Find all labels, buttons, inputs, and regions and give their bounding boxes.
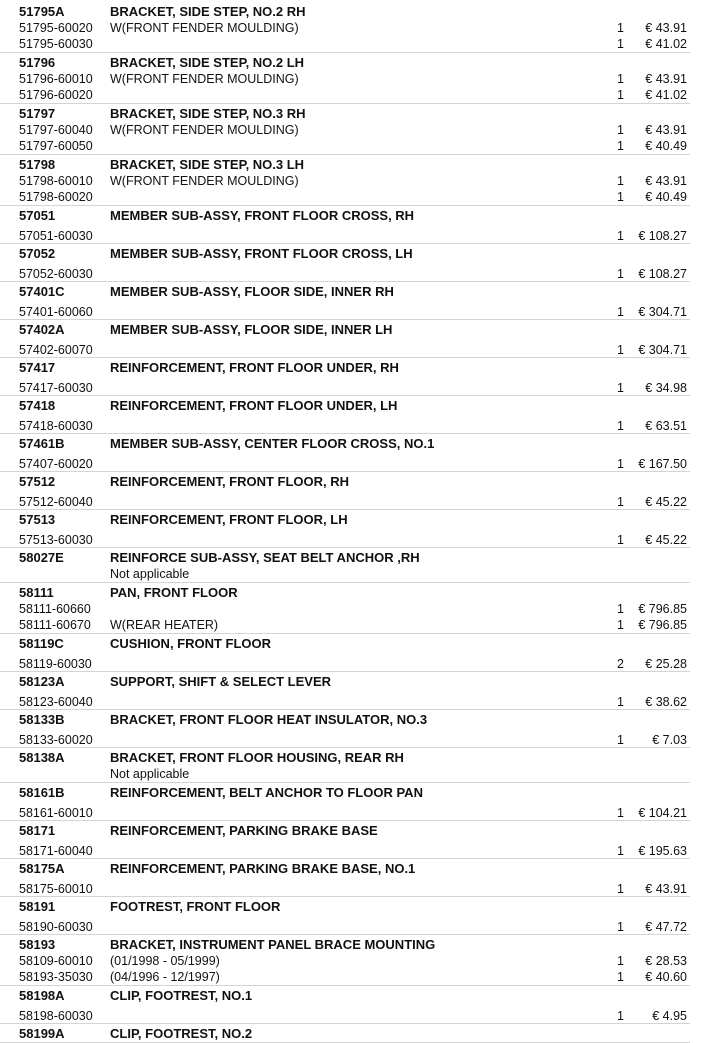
part-group-header	[0, 859, 690, 877]
part-row	[0, 766, 690, 782]
part-row	[0, 601, 690, 617]
part-quantity: 1	[617, 495, 624, 509]
part-number: 58190-60030	[19, 920, 93, 934]
part-number: 57402-60070	[19, 343, 93, 357]
part-quantity: 1	[617, 21, 624, 35]
part-row	[0, 262, 690, 281]
part-group-header	[0, 821, 690, 839]
part-price: € 63.51	[645, 419, 687, 433]
part-group-code: 57512	[19, 474, 56, 489]
part-price: € 43.91	[645, 174, 687, 188]
part-group	[0, 548, 690, 583]
part-number: 58175-60010	[19, 882, 93, 896]
part-group-code: 58198A	[19, 988, 65, 1003]
part-group-title: REINFORCEMENT, FRONT FLOOR, RH	[110, 474, 350, 489]
part-number: 58111-60670	[19, 618, 91, 632]
part-group-header	[0, 935, 690, 953]
part-row	[0, 915, 690, 934]
part-description: (04/1996 - 12/1997)	[110, 970, 220, 984]
part-group	[0, 396, 690, 434]
part-group	[0, 748, 690, 783]
part-row	[0, 414, 690, 433]
part-number: 57417-60030	[19, 381, 93, 395]
part-group	[0, 2, 690, 53]
part-row	[0, 839, 690, 858]
part-description: Not applicable	[110, 567, 190, 581]
part-group-title: FOOTREST, FRONT FLOOR	[110, 899, 281, 914]
part-group-title: REINFORCEMENT, FRONT FLOOR, LH	[110, 512, 348, 527]
part-number: 51795-60020	[19, 21, 93, 35]
part-quantity: 1	[617, 267, 624, 281]
part-description: Not applicable	[110, 767, 190, 781]
part-group-title: BRACKET, SIDE STEP, NO.3 RH	[110, 106, 306, 121]
part-row	[0, 452, 690, 471]
part-group-header	[0, 206, 690, 224]
part-group-code: 58199A	[19, 1026, 65, 1041]
part-group	[0, 583, 690, 634]
part-group-title: MEMBER SUB-ASSY, FLOOR SIDE, INNER RH	[110, 284, 394, 299]
part-group-code: 57052	[19, 246, 56, 261]
part-group-header	[0, 710, 690, 728]
part-group	[0, 859, 690, 897]
part-description: (01/1998 - 05/1999)	[110, 954, 220, 968]
part-quantity: 1	[617, 533, 624, 547]
part-number: 57051-60030	[19, 229, 93, 243]
part-group-code: 57051	[19, 208, 56, 223]
part-group-header	[0, 244, 690, 262]
part-row	[0, 566, 690, 582]
part-price: € 195.63	[638, 844, 687, 858]
part-quantity: 1	[617, 695, 624, 709]
part-description: W(FRONT FENDER MOULDING)	[110, 72, 299, 86]
part-row	[0, 138, 690, 154]
part-group-title: REINFORCEMENT, FRONT FLOOR UNDER, RH	[110, 360, 399, 375]
part-quantity: 1	[617, 139, 624, 153]
part-group-code: 51797	[19, 106, 56, 121]
part-number: 58109-60010	[19, 954, 93, 968]
part-group-title: MEMBER SUB-ASSY, FRONT FLOOR CROSS, LH	[110, 246, 413, 261]
part-group-code: 58171	[19, 823, 56, 838]
part-number: 58171-60040	[19, 844, 93, 858]
part-group	[0, 155, 690, 206]
part-price: € 40.49	[645, 190, 687, 204]
part-group-code: 58133B	[19, 712, 65, 727]
part-number: 51795-60030	[19, 37, 93, 51]
part-quantity: 1	[617, 882, 624, 896]
part-price: € 304.71	[638, 343, 687, 357]
part-group-code: 58119C	[19, 636, 64, 651]
parts-list	[0, 2, 707, 1043]
part-number: 51797-60040	[19, 123, 93, 137]
part-price: € 43.91	[645, 123, 687, 137]
part-number: 57513-60030	[19, 533, 93, 547]
part-group-code: 58193	[19, 937, 56, 952]
part-quantity: 1	[617, 123, 624, 137]
part-group	[0, 897, 690, 935]
part-group-code: 58175A	[19, 861, 65, 876]
part-group	[0, 1024, 690, 1043]
part-group-title: CLIP, FOOTREST, NO.2	[110, 1026, 253, 1041]
part-row	[0, 801, 690, 820]
part-group-code: 58123A	[19, 674, 65, 689]
part-row	[0, 877, 690, 896]
part-group-title: BRACKET, FRONT FLOOR HOUSING, REAR RH	[110, 750, 404, 765]
part-row	[0, 36, 690, 52]
part-number: 57407-60020	[19, 457, 93, 471]
part-number: 51796-60010	[19, 72, 93, 86]
part-number: 58133-60020	[19, 733, 93, 747]
part-group-title: BRACKET, SIDE STEP, NO.2 RH	[110, 4, 306, 19]
part-price: € 108.27	[638, 267, 687, 281]
part-row	[0, 122, 690, 138]
part-number: 57512-60040	[19, 495, 93, 509]
part-group-code: 57513	[19, 512, 56, 527]
part-price: € 41.02	[645, 88, 687, 102]
part-group	[0, 783, 690, 821]
part-group-code: 58138A	[19, 750, 65, 765]
part-quantity: 2	[617, 657, 624, 671]
part-quantity: 1	[617, 806, 624, 820]
part-group-title: REINFORCEMENT, BELT ANCHOR TO FLOOR PAN	[110, 785, 423, 800]
part-quantity: 1	[617, 602, 624, 616]
part-price: € 796.85	[638, 618, 687, 632]
part-number: 58111-60660	[19, 602, 91, 616]
part-quantity: 1	[617, 72, 624, 86]
part-price: € 104.21	[638, 806, 687, 820]
part-price: € 43.91	[645, 882, 687, 896]
part-quantity: 1	[617, 174, 624, 188]
part-group-title: BRACKET, INSTRUMENT PANEL BRACE MOUNTING	[110, 937, 436, 952]
part-group-title: SUPPORT, SHIFT & SELECT LEVER	[110, 674, 332, 689]
part-quantity: 1	[617, 37, 624, 51]
part-group	[0, 510, 690, 548]
part-description: W(FRONT FENDER MOULDING)	[110, 123, 299, 137]
part-row	[0, 528, 690, 547]
part-quantity: 1	[617, 457, 624, 471]
part-group-code: 57418	[19, 398, 56, 413]
part-row	[0, 71, 690, 87]
part-group-code: 57401C	[19, 284, 65, 299]
part-quantity: 1	[617, 88, 624, 102]
part-group	[0, 104, 690, 155]
part-row	[0, 969, 690, 985]
part-quantity: 1	[617, 419, 624, 433]
part-group-code: 57461B	[19, 436, 65, 451]
part-group-title: REINFORCEMENT, FRONT FLOOR UNDER, LH	[110, 398, 398, 413]
part-quantity: 1	[617, 229, 624, 243]
part-group-header	[0, 472, 690, 490]
part-group	[0, 53, 690, 104]
part-group-header	[0, 583, 690, 601]
part-row	[0, 376, 690, 395]
part-row	[0, 338, 690, 357]
part-group-header	[0, 434, 690, 452]
part-row	[0, 652, 690, 671]
part-group-title: REINFORCE SUB-ASSY, SEAT BELT ANCHOR ,RH	[110, 550, 420, 565]
part-description: W(REAR HEATER)	[110, 618, 219, 632]
part-group	[0, 472, 690, 510]
part-group-title: REINFORCEMENT, PARKING BRAKE BASE, NO.1	[110, 861, 416, 876]
part-price: € 40.60	[645, 970, 687, 984]
part-price: € 167.50	[638, 457, 687, 471]
part-group-header	[0, 672, 690, 690]
part-group	[0, 320, 690, 358]
part-price: € 796.85	[638, 602, 687, 616]
part-group-header	[0, 634, 690, 652]
part-row	[0, 953, 690, 969]
part-group-header	[0, 104, 690, 122]
part-price: € 43.91	[645, 21, 687, 35]
part-number: 58123-60040	[19, 695, 93, 709]
part-group-title: BRACKET, FRONT FLOOR HEAT INSULATOR, NO.3	[110, 712, 428, 727]
part-group-code: 51795A	[19, 4, 65, 19]
part-group-header	[0, 2, 690, 20]
part-row	[0, 728, 690, 747]
part-row	[0, 20, 690, 36]
part-group	[0, 282, 690, 320]
part-row	[0, 300, 690, 319]
part-group-title: CUSHION, FRONT FLOOR	[110, 636, 272, 651]
part-row	[0, 1004, 690, 1023]
part-group	[0, 634, 690, 672]
part-group	[0, 206, 690, 244]
part-row	[0, 490, 690, 509]
part-price: € 40.49	[645, 139, 687, 153]
part-number: 57401-60060	[19, 305, 93, 319]
part-quantity: 1	[617, 1009, 624, 1023]
part-group-code: 58111	[19, 585, 54, 600]
part-number: 57052-60030	[19, 267, 93, 281]
part-group-code: 51796	[19, 55, 56, 70]
part-group-code: 58191	[19, 899, 56, 914]
part-number: 58198-60030	[19, 1009, 93, 1023]
part-quantity: 1	[617, 920, 624, 934]
part-quantity: 1	[617, 954, 624, 968]
part-group-header	[0, 897, 690, 915]
part-group-title: CLIP, FOOTREST, NO.1	[110, 988, 253, 1003]
part-number: 51798-60020	[19, 190, 93, 204]
part-group	[0, 710, 690, 748]
part-price: € 38.62	[645, 695, 687, 709]
part-group-header	[0, 396, 690, 414]
part-row	[0, 617, 690, 633]
part-number: 58119-60030	[19, 657, 92, 671]
part-quantity: 1	[617, 381, 624, 395]
part-group	[0, 986, 690, 1024]
part-price: € 7.03	[652, 733, 687, 747]
part-group-header	[0, 783, 690, 801]
part-description: W(FRONT FENDER MOULDING)	[110, 174, 299, 188]
part-group-title: MEMBER SUB-ASSY, FRONT FLOOR CROSS, RH	[110, 208, 415, 223]
part-group-header	[0, 282, 690, 300]
part-quantity: 1	[617, 733, 624, 747]
part-group	[0, 358, 690, 396]
part-group-code: 51798	[19, 157, 56, 172]
part-group	[0, 434, 690, 472]
part-price: € 34.98	[645, 381, 687, 395]
part-price: € 304.71	[638, 305, 687, 319]
part-group-header	[0, 320, 690, 338]
part-quantity: 1	[617, 618, 624, 632]
part-row	[0, 690, 690, 709]
part-group-title: PAN, FRONT FLOOR	[110, 585, 238, 600]
part-group-header	[0, 548, 690, 566]
part-group-code: 58027E	[19, 550, 64, 565]
part-price: € 41.02	[645, 37, 687, 51]
part-row	[0, 173, 690, 189]
part-group-header	[0, 1024, 690, 1042]
part-quantity: 1	[617, 844, 624, 858]
part-quantity: 1	[617, 970, 624, 984]
part-quantity: 1	[617, 343, 624, 357]
part-group-header	[0, 155, 690, 173]
part-price: € 45.22	[645, 495, 687, 509]
part-number: 51798-60010	[19, 174, 93, 188]
part-price: € 25.28	[645, 657, 687, 671]
part-group-code: 57402A	[19, 322, 65, 337]
part-row	[0, 224, 690, 243]
part-group	[0, 935, 690, 986]
part-group	[0, 244, 690, 282]
part-number: 51797-60050	[19, 139, 93, 153]
part-quantity: 1	[617, 305, 624, 319]
part-price: € 4.95	[652, 1009, 687, 1023]
part-row	[0, 189, 690, 205]
part-group-header	[0, 53, 690, 71]
part-number: 58193-35030	[19, 970, 93, 984]
part-group	[0, 672, 690, 710]
part-quantity: 1	[617, 190, 624, 204]
part-group-title: BRACKET, SIDE STEP, NO.3 LH	[110, 157, 305, 172]
part-price: € 108.27	[638, 229, 687, 243]
part-group-code: 57417	[19, 360, 56, 375]
part-row	[0, 87, 690, 103]
part-group-header	[0, 510, 690, 528]
part-group-title: REINFORCEMENT, PARKING BRAKE BASE	[110, 823, 378, 838]
part-group-title: BRACKET, SIDE STEP, NO.2 LH	[110, 55, 305, 70]
part-group-header	[0, 986, 690, 1004]
part-price: € 28.53	[645, 954, 687, 968]
part-number: 51796-60020	[19, 88, 93, 102]
part-group	[0, 821, 690, 859]
part-group-title: MEMBER SUB-ASSY, CENTER FLOOR CROSS, NO.1	[110, 436, 435, 451]
part-price: € 47.72	[645, 920, 687, 934]
part-group-header	[0, 358, 690, 376]
part-group-title: MEMBER SUB-ASSY, FLOOR SIDE, INNER LH	[110, 322, 393, 337]
part-number: 58161-60010	[19, 806, 93, 820]
part-group-header	[0, 748, 690, 766]
part-number: 57418-60030	[19, 419, 93, 433]
part-price: € 43.91	[645, 72, 687, 86]
part-price: € 45.22	[645, 533, 687, 547]
part-description: W(FRONT FENDER MOULDING)	[110, 21, 299, 35]
part-group-code: 58161B	[19, 785, 65, 800]
